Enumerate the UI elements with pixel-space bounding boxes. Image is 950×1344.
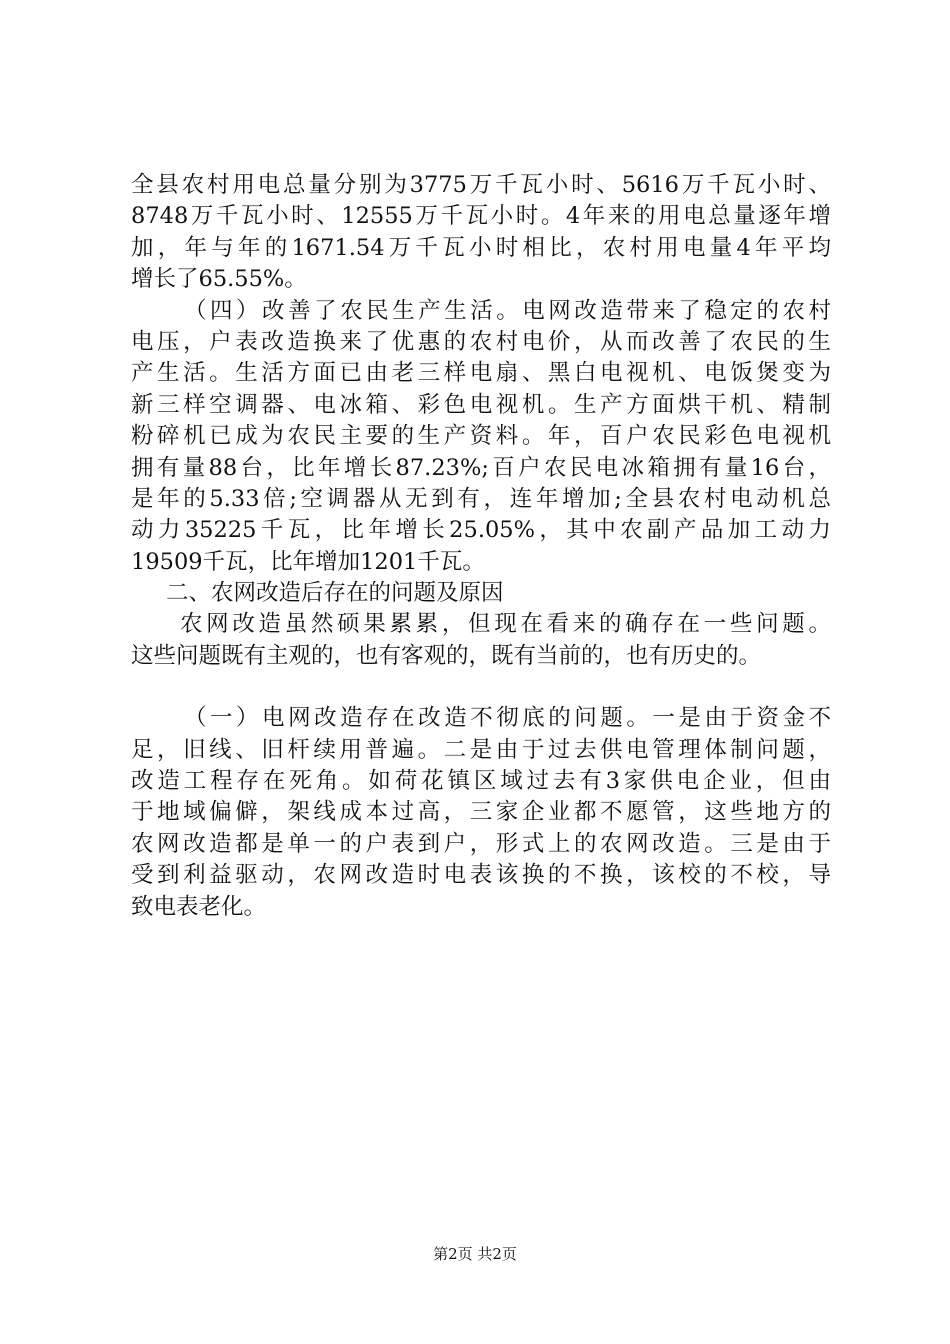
paragraph-problems-intro <box>131 609 831 672</box>
text-line: 这些问题既有主观的，也有客观的，既有当前的，也有历史的。 <box>131 642 762 669</box>
text-line: 致电表老化。 <box>131 893 267 920</box>
text-line: 动力35225千瓦，比年增长25.05%，其中农副产品加工动力 <box>131 517 831 544</box>
text-line: 19509千瓦，比年增加1201千瓦。 <box>131 548 485 575</box>
text-line: 产生活。生活方面已由老三样电扇、黑白电视机、电饭煲变为 <box>131 360 831 387</box>
text-line: 粉碎机已成为农民主要的生产资料。年，百户农民彩色电视机 <box>131 423 831 450</box>
text-line: 农网改造都是单一的户表到户，形式上的农网改造。三是由于 <box>131 830 831 857</box>
text-line: 加，年与年的1671.54万千瓦小时相比，农村用电量4年平均 <box>131 234 831 261</box>
text-line: 全县农村用电总量分别为3775万千瓦小时、5616万千瓦小时、 <box>131 172 831 198</box>
text-line: 新三样空调器、电冰箱、彩色电视机。生产方面烘干机、精制 <box>131 391 831 418</box>
paragraph-incomplete-renovation <box>131 703 831 923</box>
paragraph-gap <box>131 672 831 703</box>
text-line: 拥有量88台，比年增长87.23%;百户农民电冰箱拥有量16台， <box>131 454 831 481</box>
section-heading-text: 二、农网改造后存在的问题及原因 <box>166 580 504 607</box>
text-line: 农网改造虽然硕果累累，但现在看来的确存在一些问题。 <box>180 611 831 638</box>
document-body <box>131 170 831 923</box>
section-heading <box>131 578 831 609</box>
text-line: （一）电网改造存在改造不彻底的问题。一是由于资金不 <box>184 705 831 732</box>
page-number-footer: 第2页 共2页 <box>433 1245 517 1263</box>
text-line: 增长了65.55%。 <box>131 266 307 293</box>
text-line: （四）改善了农民生产生活。电网改造带来了稳定的农村 <box>184 297 831 324</box>
text-line: 电压，户表改造换来了优惠的农村电价，从而改善了农民的生 <box>131 328 831 355</box>
text-line: 改造工程存在死角。如荷花镇区域过去有3家供电企业，但由 <box>131 768 831 795</box>
text-line: 受到利益驱动，农网改造时电表该换的不换，该校的不校，导 <box>131 862 831 889</box>
paragraph-improved-farmer-life <box>131 296 831 579</box>
paragraph-rural-electricity-usage <box>131 170 831 296</box>
text-line: 是年的5.33倍;空调器从无到有，连年增加;全县农村电动机总 <box>131 485 831 512</box>
text-line: 于地域偏僻，架线成本过高，三家企业都不愿管，这些地方的 <box>131 799 831 826</box>
text-line: 8748万千瓦小时、12555万千瓦小时。4年来的用电总量逐年增 <box>131 203 831 230</box>
text-line: 足，旧线、旧杆续用普遍。二是由于过去供电管理体制问题， <box>131 736 831 763</box>
